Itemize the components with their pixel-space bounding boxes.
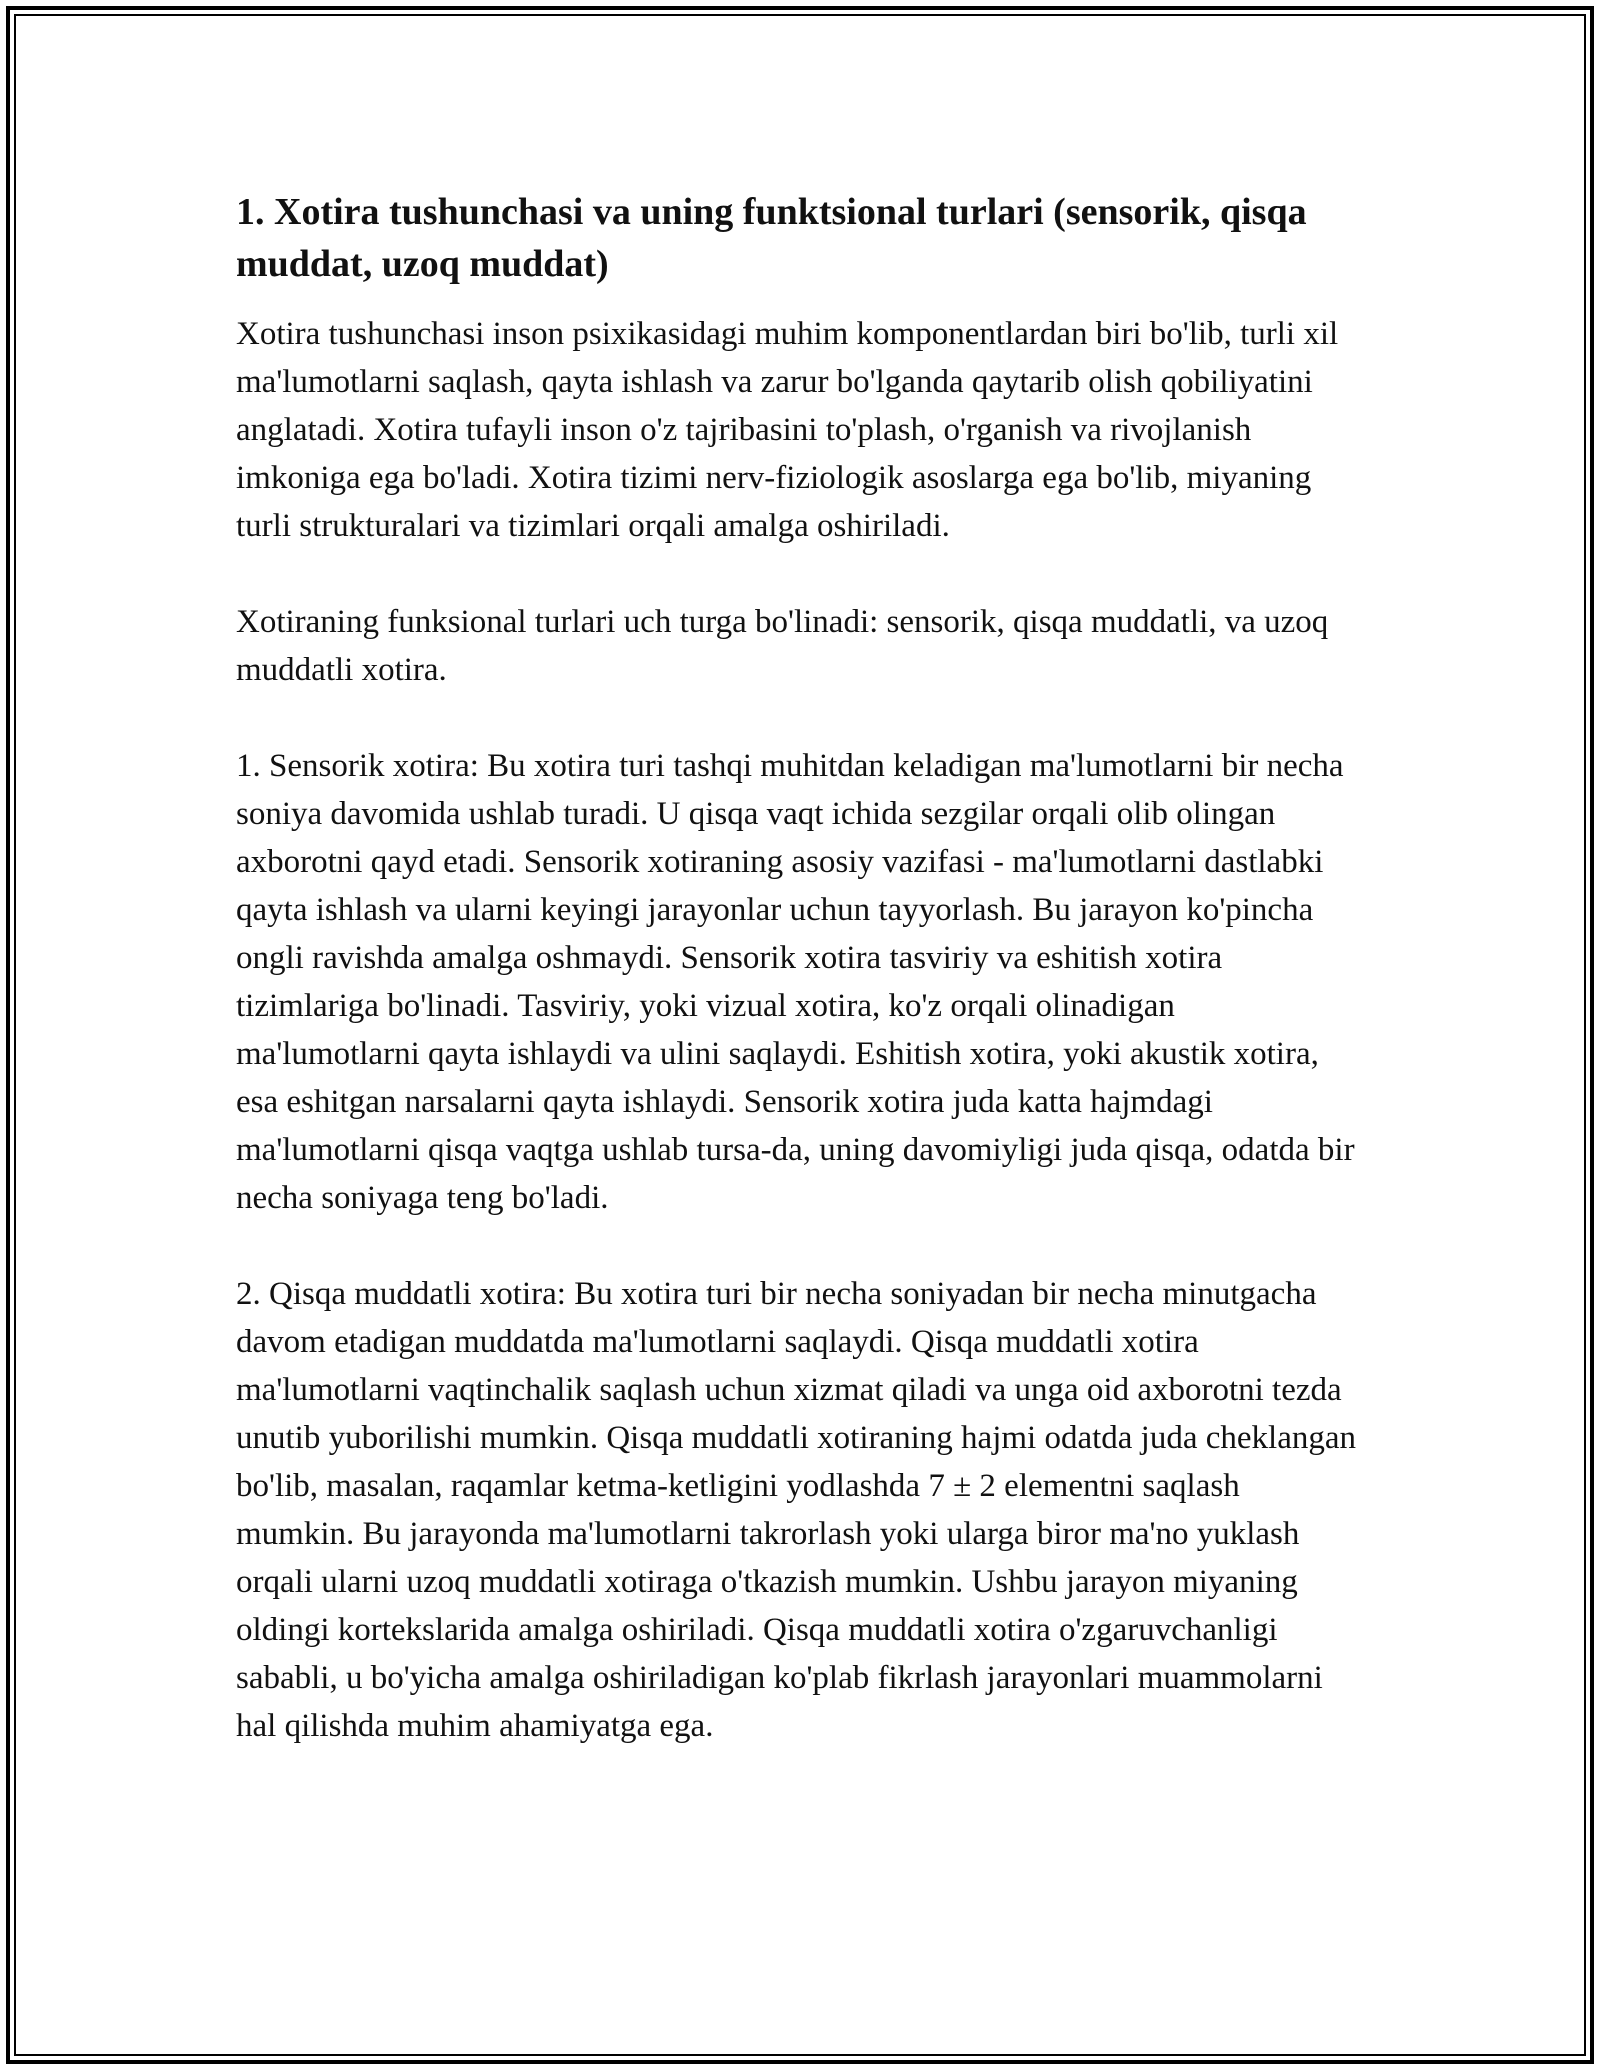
paragraph-types: Xotiraning funksional turlari uch turga bo'linadi: sensorik, qisqa muddatli, va uzoq muddatli xotira. [236, 604, 1329, 688]
paragraph-intro: Xotira tushunchasi inson psixikasidagi muhim komponentlardan biri bo'lib, turli xil ma'lumotlarni saqlash, qayta ishlash va zarur bo'lganda qaytarib olish qobiliyatini anglatadi. Xotira tufayli inson o'z tajribasini to'plash, o'rganish va rivojlanish imkoniga ega bo'ladi. Xotira tizimi nerv-fiziologik asoslarga ega bo'lib, miyaning turli strukturalari va tizimlari orqali amalga oshiriladi. [236, 316, 1339, 544]
document-body [236, 186, 1366, 1798]
paragraph-short-term-memory: 2. Qisqa muddatli xotira: Bu xotira turi bir necha soniyadan bir necha minutgacha davom etadigan muddatda ma'lumotlarni saqlaydi. Qisqa muddatli xotira ma'lumotlarni vaqtinchalik saqlash uchun xizmat qiladi va unga oid axborotni tezda unutib yuborilishi mumkin. Qisqa muddatli xotiraning hajmi odatda juda cheklangan bo'lib, masalan, raqamlar ketma-ketligini yodlashda 7 ± 2 elementni saqlash mumkin. Bu jarayonda ma'lumotlarni takrorlash yoki ularga biror ma'no yuklash orqali ularni uzoq muddatli xotiraga o'tkazish mumkin. Ushbu jarayon miyaning oldingi kortekslarida amalga oshiriladi. Qisqa muddatli xotira o'zgaruvchanligi sababli, u bo'yicha amalga oshiriladigan ko'plab fikrlash jarayonlari muammolarni hal qilishda muhim ahamiyatga ega. [236, 1276, 1356, 1744]
paragraph-sensory-memory: 1. Sensorik xotira: Bu xotira turi tashqi muhitdan keladigan ma'lumotlarni bir necha soniya davomida ushlab turadi. U qisqa vaqt ichida sezgilar orqali olib olingan axborotni qayd etadi. Sensorik xotiraning asosiy vazifasi - ma'lumotlarni dastlabki qayta ishlash va ularni keyingi jarayonlar uchun tayyorlash. Bu jarayon ko'pincha ongli ravishda amalga oshmaydi. Sensorik xotira tasviriy va eshitish xotira tizimlariga bo'linadi. Tasviriy, yoki vizual xotira, ko'z orqali olinadigan ma'lumotlarni qayta ishlaydi va ulini saqlaydi. Eshitish xotira, yoki akustik xotira, esa eshitgan narsalarni qayta ishlaydi. Sensorik xotira juda katta hajmdagi ma'lumotlarni qisqa vaqtga ushlab tursa-da, uning davomiyligi juda qisqa, odatda bir necha soniyaga teng bo'ladi. [236, 748, 1355, 1216]
section-heading: 1. Xotira tushunchasi va uning funktsional turlari (sensorik, qisqa muddat, uzoq muddat) [236, 191, 1307, 285]
